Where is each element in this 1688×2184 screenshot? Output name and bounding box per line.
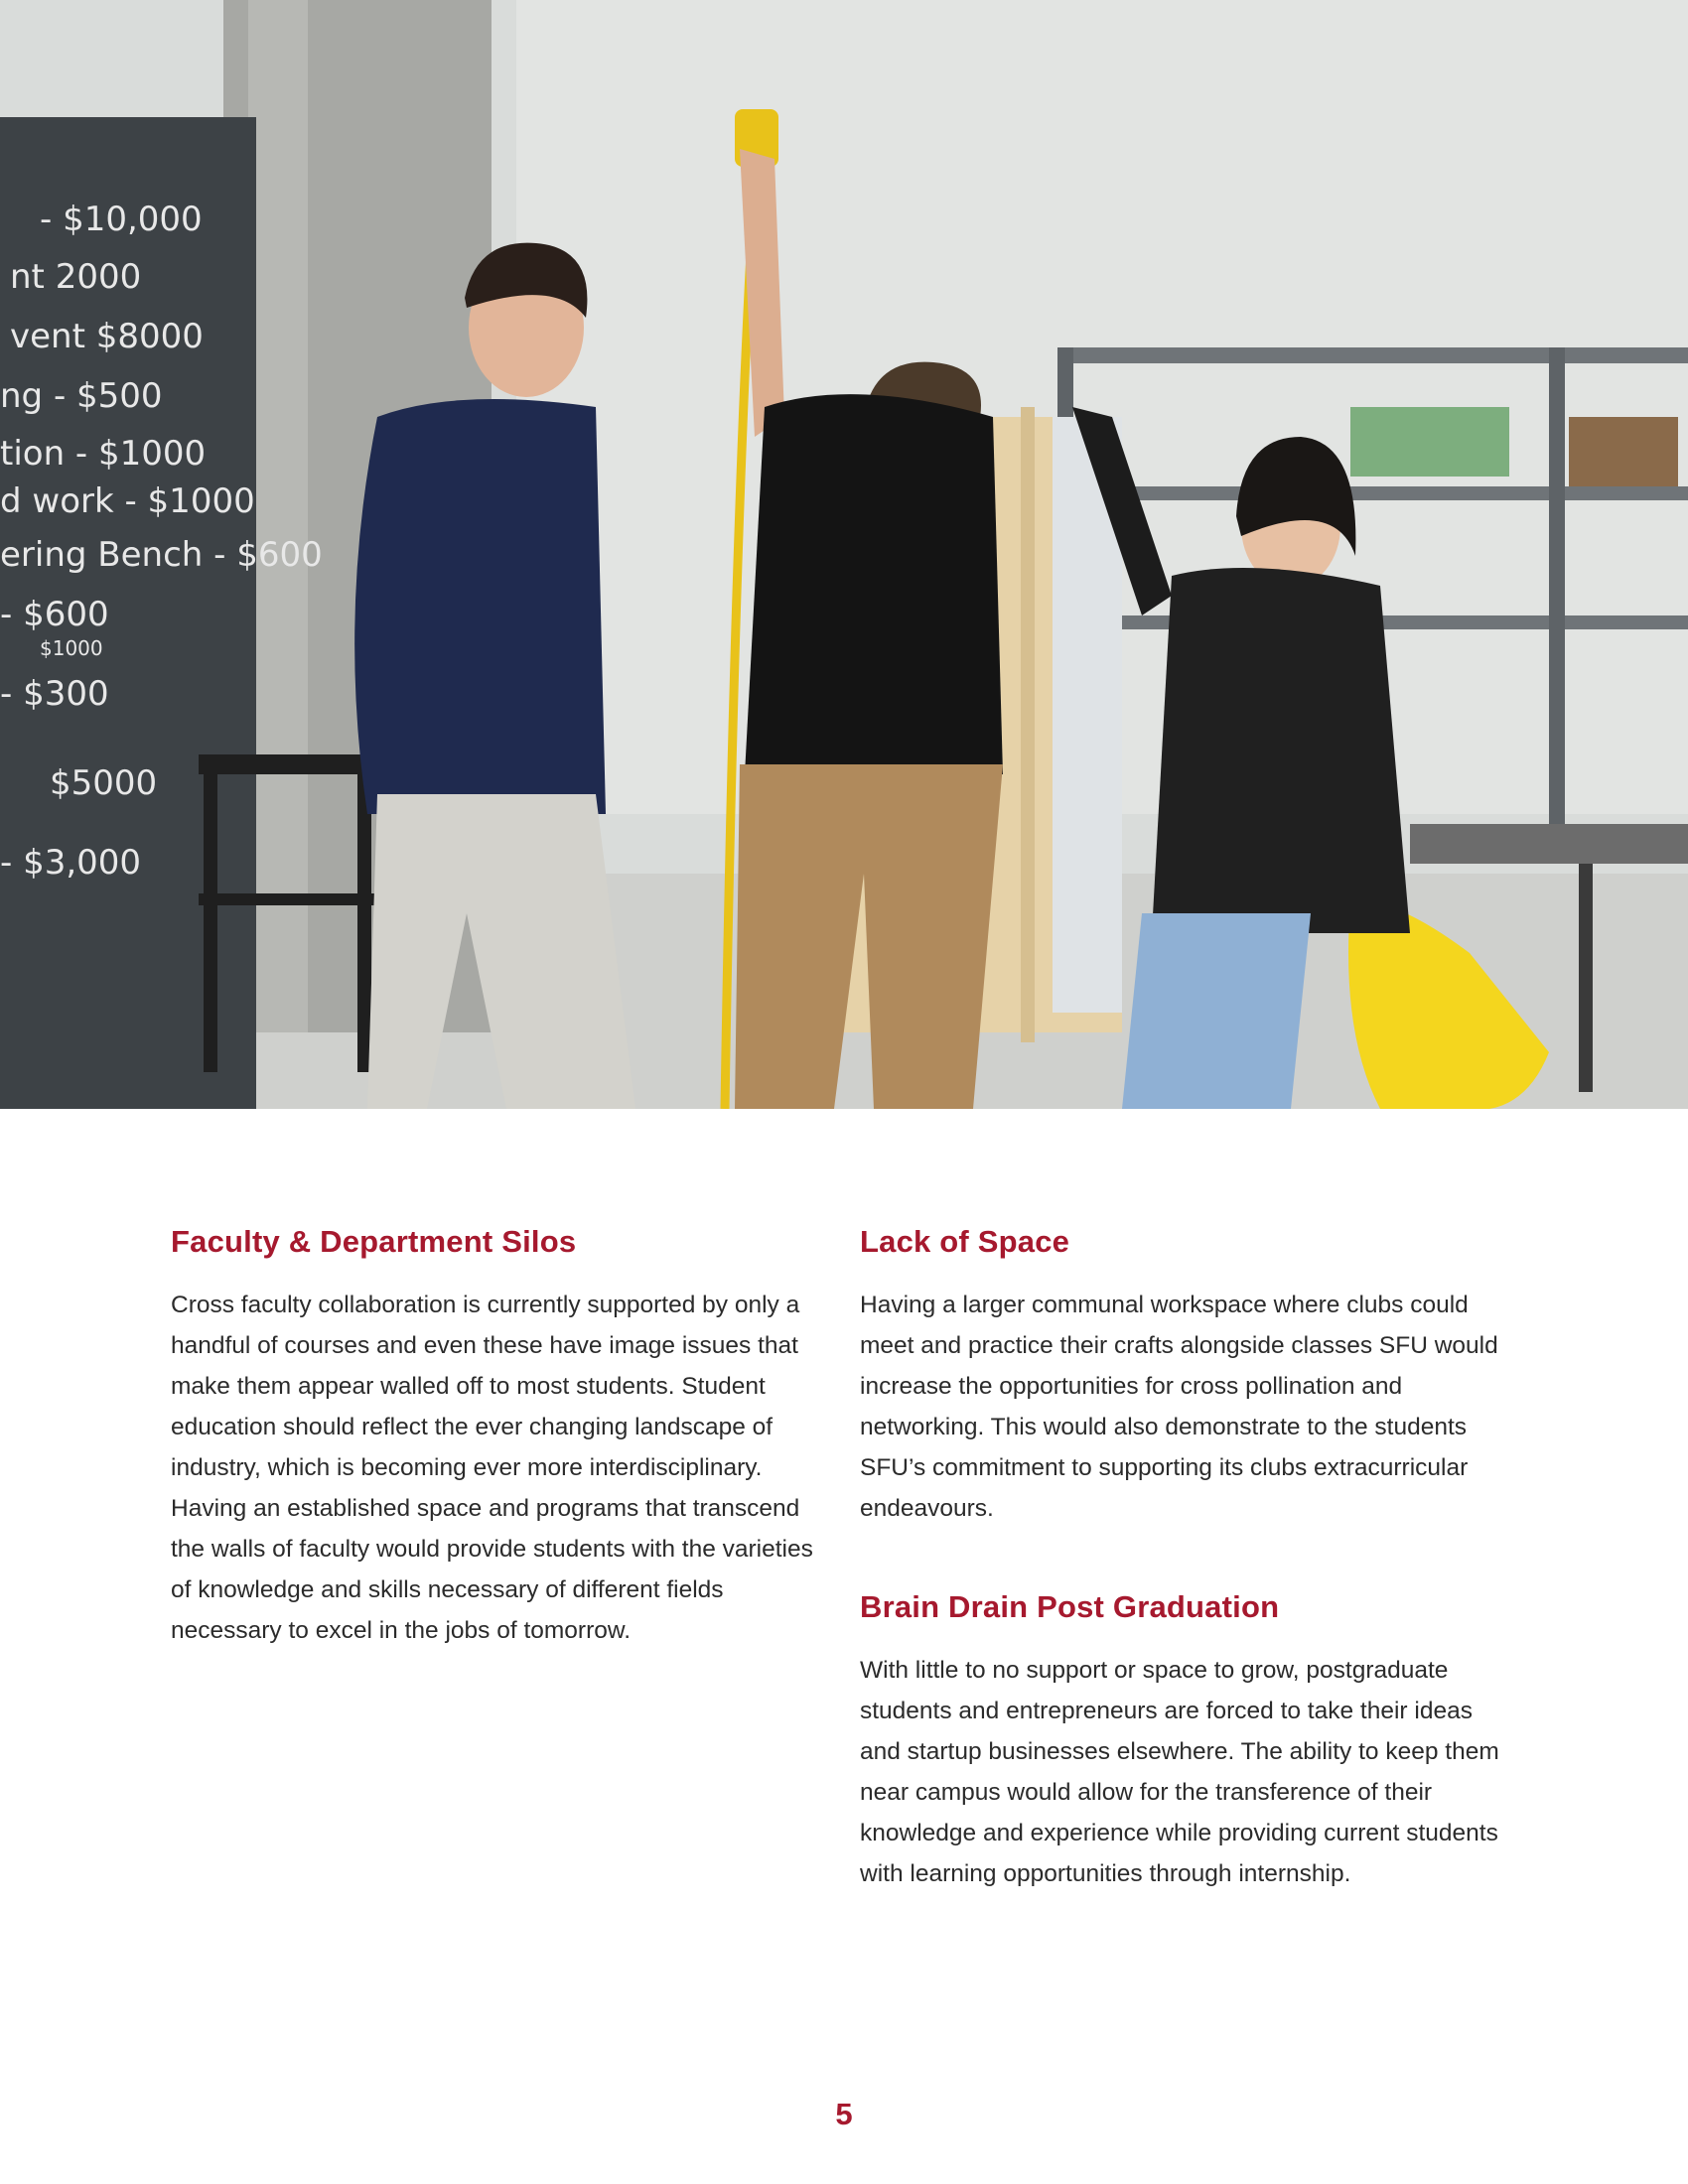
chalk-line: vent $8000	[10, 317, 204, 356]
chalk-line: ng - $500	[0, 376, 163, 416]
section-body-lack-of-space: Having a larger communal workspace where clubs could meet and practice their crafts alongside classes SFU would increase the opportunities for cross pollination and networking. This would also demonstrate to the students SFU’s commitment to supporting its clubs extracurricular endeavours.	[860, 1292, 1498, 1522]
section-title-lack-of-space: Lack of Space	[860, 1224, 1070, 1259]
section-title-brain-drain: Brain Drain Post Graduation	[860, 1589, 1280, 1624]
section-title-faculty-silos: Faculty & Department Silos	[171, 1224, 577, 1259]
section-body-faculty-silos: Cross faculty collaboration is currently supported by only a handful of courses and even these have image issues that make them appear walled off to most students. Student education should reflect the ever changing landscape of industry, which is becoming ever more interdisciplinary. Having an established space and programs that transcend the walls of faculty would provide students with the varieties of knowledge and skills necessary of different fields necessary to excel in the jobs of tomorrow.	[171, 1292, 813, 1644]
chalk-line: d work - $1000	[0, 481, 255, 521]
section-spacer	[860, 1529, 1515, 1588]
right-column	[860, 1223, 1515, 1894]
chalk-line: $5000	[50, 763, 158, 803]
chalk-line: - $600	[0, 595, 109, 634]
chalk-line: nt 2000	[10, 257, 142, 297]
page-number: 5	[835, 2097, 853, 2131]
left-column	[171, 1223, 826, 1651]
chalk-line: $1000	[40, 636, 103, 660]
chalk-line: - $3,000	[0, 843, 142, 883]
chalk-line: tion - $1000	[0, 434, 207, 474]
chalk-line: - $10,000	[40, 200, 203, 239]
chalk-line: ering Bench - $600	[0, 535, 323, 575]
chalk-line: - $300	[0, 674, 109, 714]
section-body-brain-drain: With little to no support or space to grow, postgraduate students and entrepreneurs are forced to take their ideas and startup businesses elsewhere. The ability to keep them near campus would allow for the transference of their knowledge and experience while providing current students with learning opportunities through internship.	[860, 1657, 1499, 1887]
